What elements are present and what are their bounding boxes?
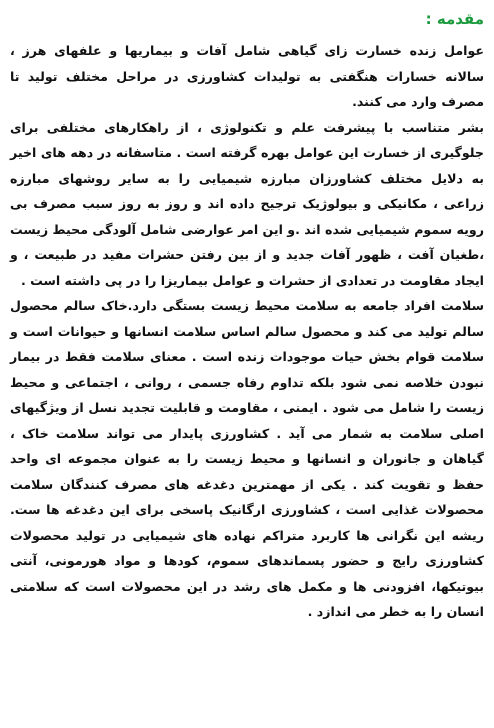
paragraph-2: بشر متناسب با پیشرفت علم و تکنولوژی ، از راهکارهای مختلفی برای جلوگیری از خسارت این عوامل بهره گرفته است . متاسفانه در دهه های اخیر به دلایل مختلف کشاورزان مبارزه شیمیایی را به سایر روشهای مبارزه زراعی ، مکانیکی و بیولوژیک ترجیح داده اند و روز به روز سبب مصرف بی رویه سموم شیمیایی شده اند .و این امر عوارضی شامل آلودگی محیط زیست ،طغیان آفت ، ظهور آفات جدید و از بین رفتن حشرات مفید در طبیعت ، و ایجاد مقاومت در تعدادی از حشرات و عوامل بیماریزا را در پی داشته است . [10, 119, 484, 288]
paragraph-3: سلامت افراد جامعه به سلامت محیط زیست بستگی دارد.خاک سالم محصول سالم تولید می کند و محصول سالم اساس سلامت انسانها و حیوانات است و سلامت قوام بخش حیات موجودات زنده است . معنای سلامت فقط در بیمار نبودن خلاصه نمی شود بلکه تداوم رفاه جسمی ، روانی ، اجتماعی و محیط زیست را شامل می شود . ایمنی ، مقاومت و قابلیت تجدید نسل از ویژگیهای اصلی سلامت به شمار می آید . کشاورزی پایدار می تواند سلامت خاک ، گیاهان و جانوران و انسانها و محیط زیست را به عنوان مجموعه ای واحد حفظ و تقویت کند . یکی از مهمترین دغدغه های مصرف کنندگان سلامت محصولات غذایی است ، کشاورزی ارگانیک پاسخی برای این دغدغه ها ست. ریشه این نگرانی ها کاربرد متراکم نهاده های شیمیایی در تولید محصولات کشاورزی رایج و حضور پسماندهای سموم، کودها و مواد هورمونی، آنتی بیوتیکها، افزودنی ها و مکمل های رشد در این محصولات است که سلامتی انسان را به خطر می اندازد . [10, 298, 484, 619]
paragraph-1: عوامل زنده خسارت زای گیاهی شامل آفات و بیماریها و علفهای هرز ، سالانه خسارات هنگفتی به تولیدات کشاورزی در مراحل مختلف تولید تا مصرف وارد می کنند. [10, 43, 484, 109]
section-heading: مقدمه : [425, 10, 484, 28]
